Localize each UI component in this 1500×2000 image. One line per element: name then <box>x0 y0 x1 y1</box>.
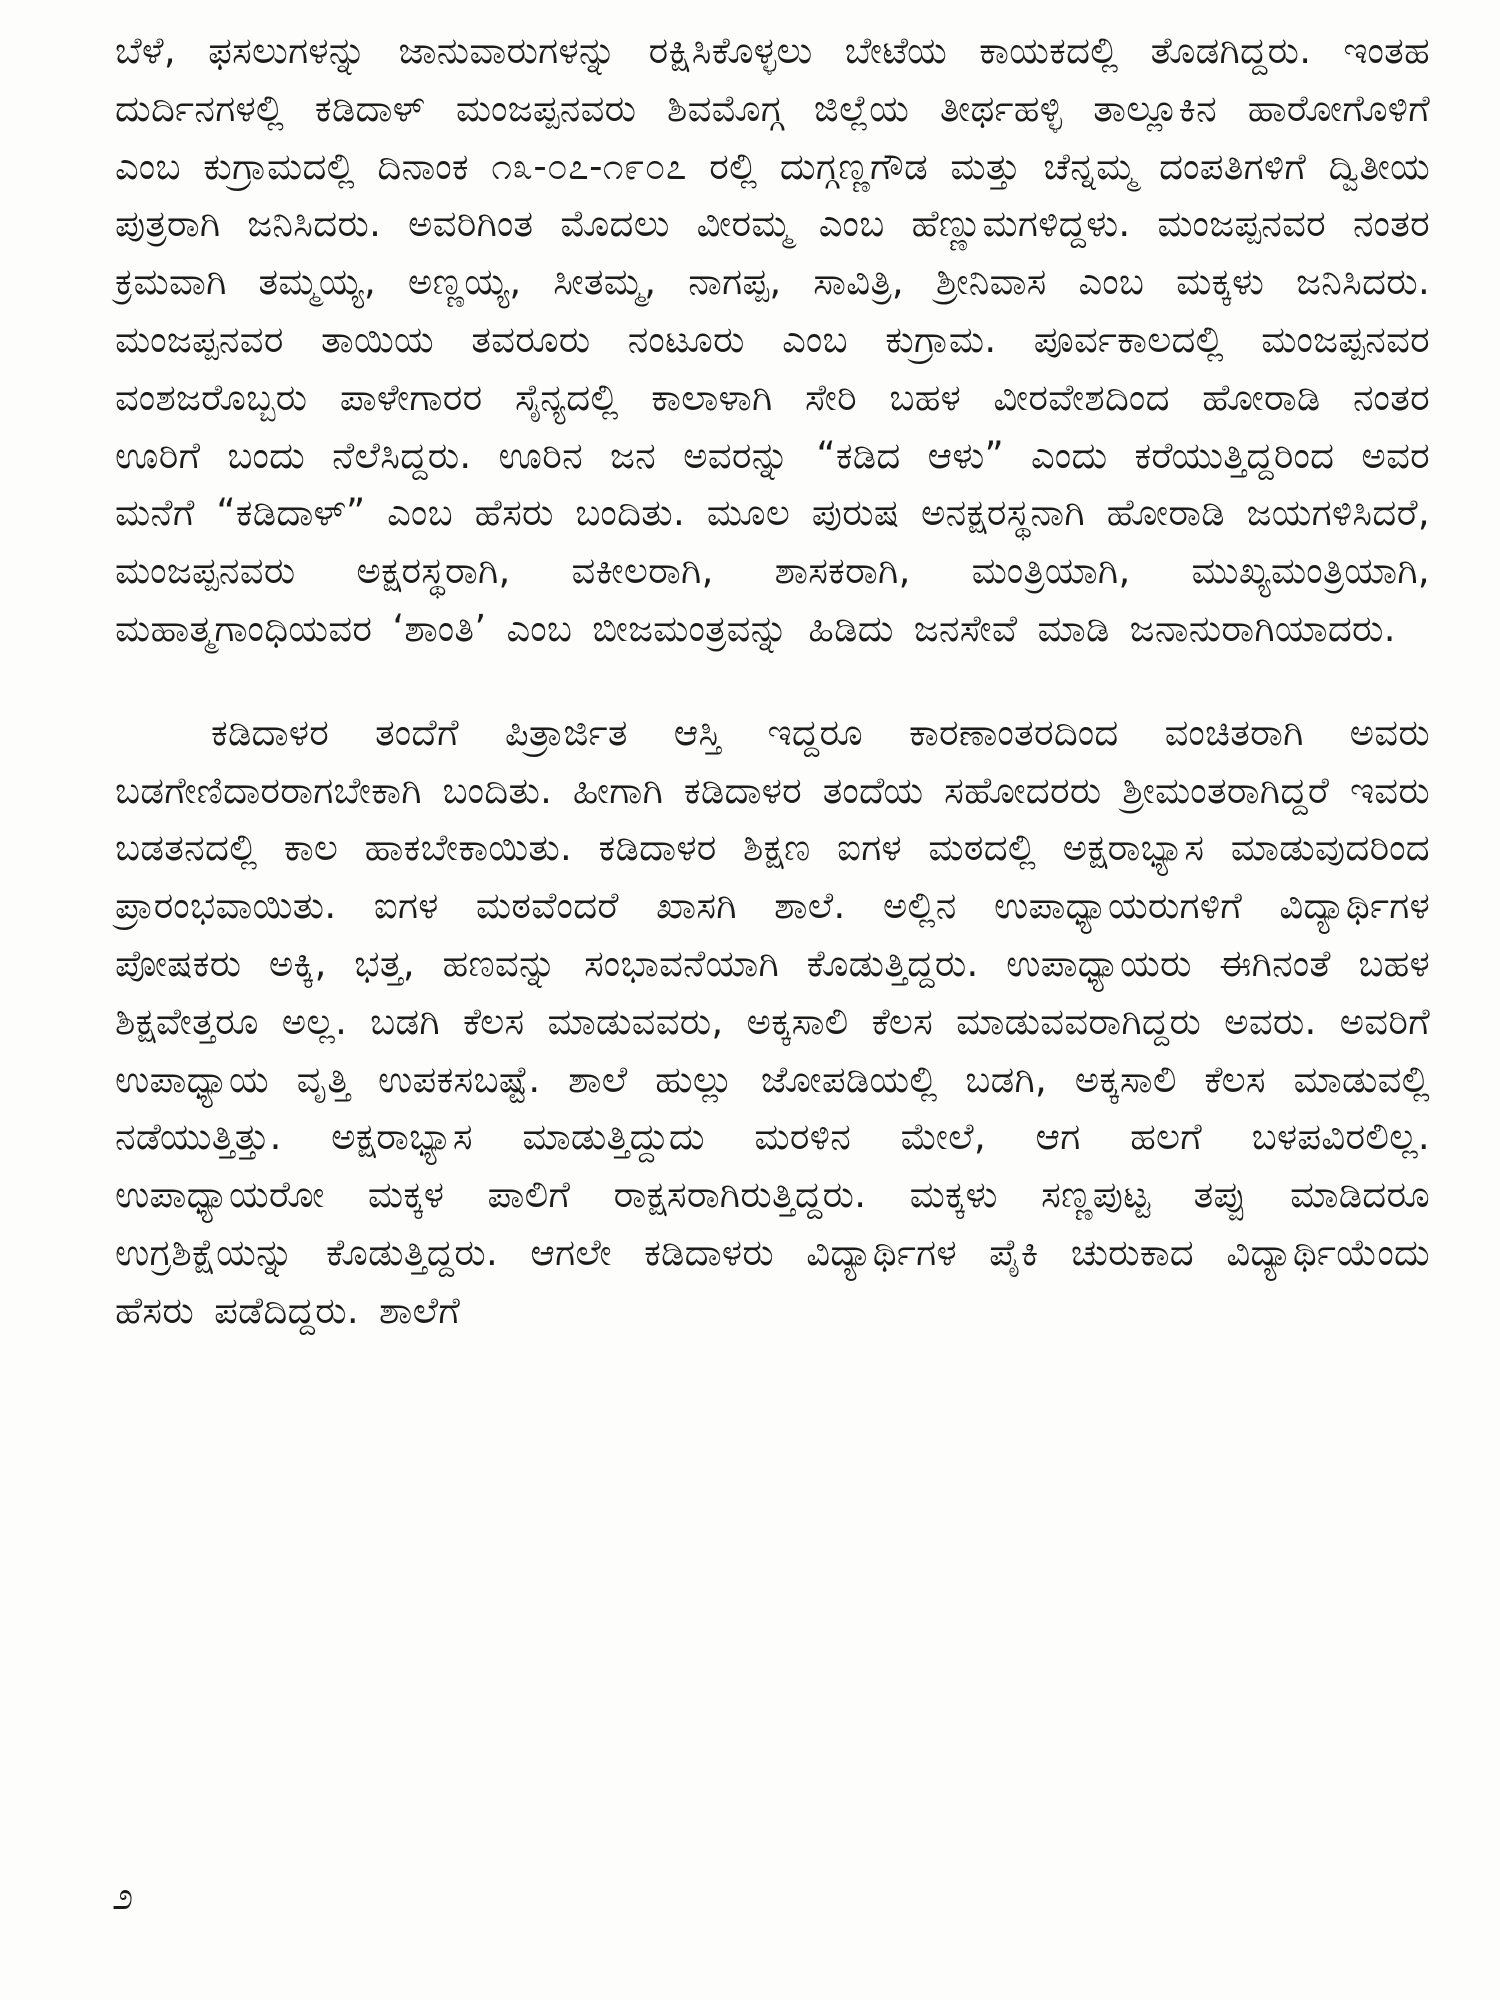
paragraph-1: ಬೆಳೆ, ಫಸಲುಗಳನ್ನು ಜಾನುವಾರುಗಳನ್ನು ರಕ್ಷಿಸಿಕೊಳ್ಳಲು ಬೇಟೆಯ ಕಾಯಕದಲ್ಲಿ ತೊಡಗಿದ್ದರು. ಇಂತಹ ದುರ್ದಿನಗಳಲ್ಲಿ ಕಡಿದಾಳ್ ಮಂಜಪ್ಪನವರು ಶಿವಮೊಗ್ಗ ಜಿಲ್ಲೆಯ ತೀರ್ಥಹಳ್ಳಿ ತಾಲ್ಲೂಕಿನ ಹಾರೋಗೊಳಿಗೆ ಎಂಬ ಕುಗ್ರಾಮದಲ್ಲಿ ದಿನಾಂಕ ೧೩-೦೭-೧೯೦೭ ರಲ್ಲಿ ದುಗ್ಗಣ್ಣಗೌಡ ಮತ್ತು ಚೆನ್ನಮ್ಮ ದಂಪತಿಗಳಿಗೆ ದ್ವಿತೀಯ ಪುತ್ರರಾಗಿ ಜನಿಸಿದರು. ಅವರಿಗಿಂತ ಮೊದಲು ವೀರಮ್ಮ ಎಂಬ ಹೆಣ್ಣುಮಗಳಿದ್ದಳು. ಮಂಜಪ್ಪನವರ ನಂತರ ಕ್ರಮವಾಗಿ ತಮ್ಮಯ್ಯ, ಅಣ್ಣಯ್ಯ, ಸೀತಮ್ಮ, ನಾಗಪ್ಪ, ಸಾವಿತ್ರಿ, ಶ್ರೀನಿವಾಸ ಎಂಬ ಮಕ್ಕಳು ಜನಿಸಿದರು. ಮಂಜಪ್ಪನವರ ತಾಯಿಯ ತವರೂರು ನಂಟೂರು ಎಂಬ ಕುಗ್ರಾಮ. ಪೂರ್ವಕಾಲದಲ್ಲಿ ಮಂಜಪ್ಪನವರ ವಂಶಜರೊಬ್ಬರು ಪಾಳೇಗಾರರ ಸೈನ್ಯದಲ್ಲಿ ಕಾಲಾಳಾಗಿ ಸೇರಿ ಬಹಳ ವೀರವೇಶದಿಂದ ಹೋರಾಡಿ ನಂತರ ಊರಿಗೆ ಬಂದು ನೆಲೆಸಿದ್ದರು. ಊರಿನ ಜನ ಅವರನ್ನು “ಕಡಿದ ಆಳು” ಎಂದು ಕರೆಯುತ್ತಿದ್ದರಿಂದ ಅವರ ಮನೆಗೆ “ಕಡಿದಾಳ್” ಎಂಬ ಹೆಸರು ಬಂದಿತು. ಮೂಲ ಪುರುಷ ಅನಕ್ಷರಸ್ಥನಾಗಿ ಹೋರಾಡಿ ಜಯಗಳಿಸಿದರೆ, ಮಂಜಪ್ಪನವರು ಅಕ್ಷರಸ್ಥರಾಗಿ, ವಕೀಲರಾಗಿ, ಶಾಸಕರಾಗಿ, ಮಂತ್ರಿಯಾಗಿ, ಮುಖ್ಯಮಂತ್ರಿಯಾಗಿ, ಮಹಾತ್ಮಗಾಂಧಿಯವರ ‘ಶಾಂತಿ’ ಎಂಬ ಬೀಜಮಂತ್ರವನ್ನು ಹಿಡಿದು ಜನಸೇವೆ ಮಾಡಿ ಜನಾನುರಾಗಿಯಾದರು. <box>115 29 1430 650</box>
page-number: ೨ <box>112 1874 134 1918</box>
body-text <box>115 22 1430 1340</box>
paragraph-2: ಕಡಿದಾಳರ ತಂದೆಗೆ ಪಿತ್ರಾರ್ಜಿತ ಆಸ್ತಿ ಇದ್ದರೂ ಕಾರಣಾಂತರದಿಂದ ವಂಚಿತರಾಗಿ ಅವರು ಬಡಗೇಣಿದಾರರಾಗಬೇಕಾಗಿ ಬಂದಿತು. ಹೀಗಾಗಿ ಕಡಿದಾಳರ ತಂದೆಯ ಸಹೋದರರು ಶ್ರೀಮಂತರಾಗಿದ್ದರೆ ಇವರು ಬಡತನದಲ್ಲಿ ಕಾಲ ಹಾಕಬೇಕಾಯಿತು. ಕಡಿದಾಳರ ಶಿಕ್ಷಣ ಐಗಳ ಮಠದಲ್ಲಿ ಅಕ್ಷರಾಭ್ಯಾಸ ಮಾಡುವುದರಿಂದ ಪ್ರಾರಂಭವಾಯಿತು. ಐಗಳ ಮಠವೆಂದರೆ ಖಾಸಗಿ ಶಾಲೆ. ಅಲ್ಲಿನ ಉಪಾಧ್ಯಾಯರುಗಳಿಗೆ ವಿದ್ಯಾರ್ಥಿಗಳ ಪೋಷಕರು ಅಕ್ಕಿ, ಭತ್ತ, ಹಣವನ್ನು ಸಂಭಾವನೆಯಾಗಿ ಕೊಡುತ್ತಿದ್ದರು. ಉಪಾಧ್ಯಾಯರು ಈಗಿನಂತೆ ಬಹಳ ಶಿಕ್ಷವೇತ್ತರೂ ಅಲ್ಲ. ಬಡಗಿ ಕೆಲಸ ಮಾಡುವವರು, ಅಕ್ಕಸಾಲಿ ಕೆಲಸ ಮಾಡುವವರಾಗಿದ್ದರು ಅವರು. ಅವರಿಗೆ ಉಪಾಧ್ಯಾಯ ವೃತ್ತಿ ಉಪಕಸಬಷ್ಟೆ. ಶಾಲೆ ಹುಲ್ಲು ಜೋಪಡಿಯಲ್ಲಿ ಬಡಗಿ, ಅಕ್ಕಸಾಲಿ ಕೆಲಸ ಮಾಡುವಲ್ಲಿ ನಡೆಯುತ್ತಿತ್ತು. ಅಕ್ಷರಾಭ್ಯಾಸ ಮಾಡುತ್ತಿದ್ದುದು ಮರಳಿನ ಮೇಲೆ, ಆಗ ಹಲಗೆ ಬಳಪವಿರಲಿಲ್ಲ. ಉಪಾಧ್ಯಾಯರೋ ಮಕ್ಕಳ ಪಾಲಿಗೆ ರಾಕ್ಷಸರಾಗಿರುತ್ತಿದ್ದರು. ಮಕ್ಕಳು ಸಣ್ಣಪುಟ್ಟ ತಪ್ಪು ಮಾಡಿದರೂ ಉಗ್ರಶಿಕ್ಷೆಯನ್ನು ಕೊಡುತ್ತಿದ್ದರು. ಆಗಲೇ ಕಡಿದಾಳರು ವಿದ್ಯಾರ್ಥಿಗಳ ಪೈಕಿ ಚುರುಕಾದ ವಿದ್ಯಾರ್ಥಿಯೆಂದು ಹೆಸರು ಪಡೆದಿದ್ದರು. ಶಾಲೆಗೆ <box>115 710 1430 1332</box>
